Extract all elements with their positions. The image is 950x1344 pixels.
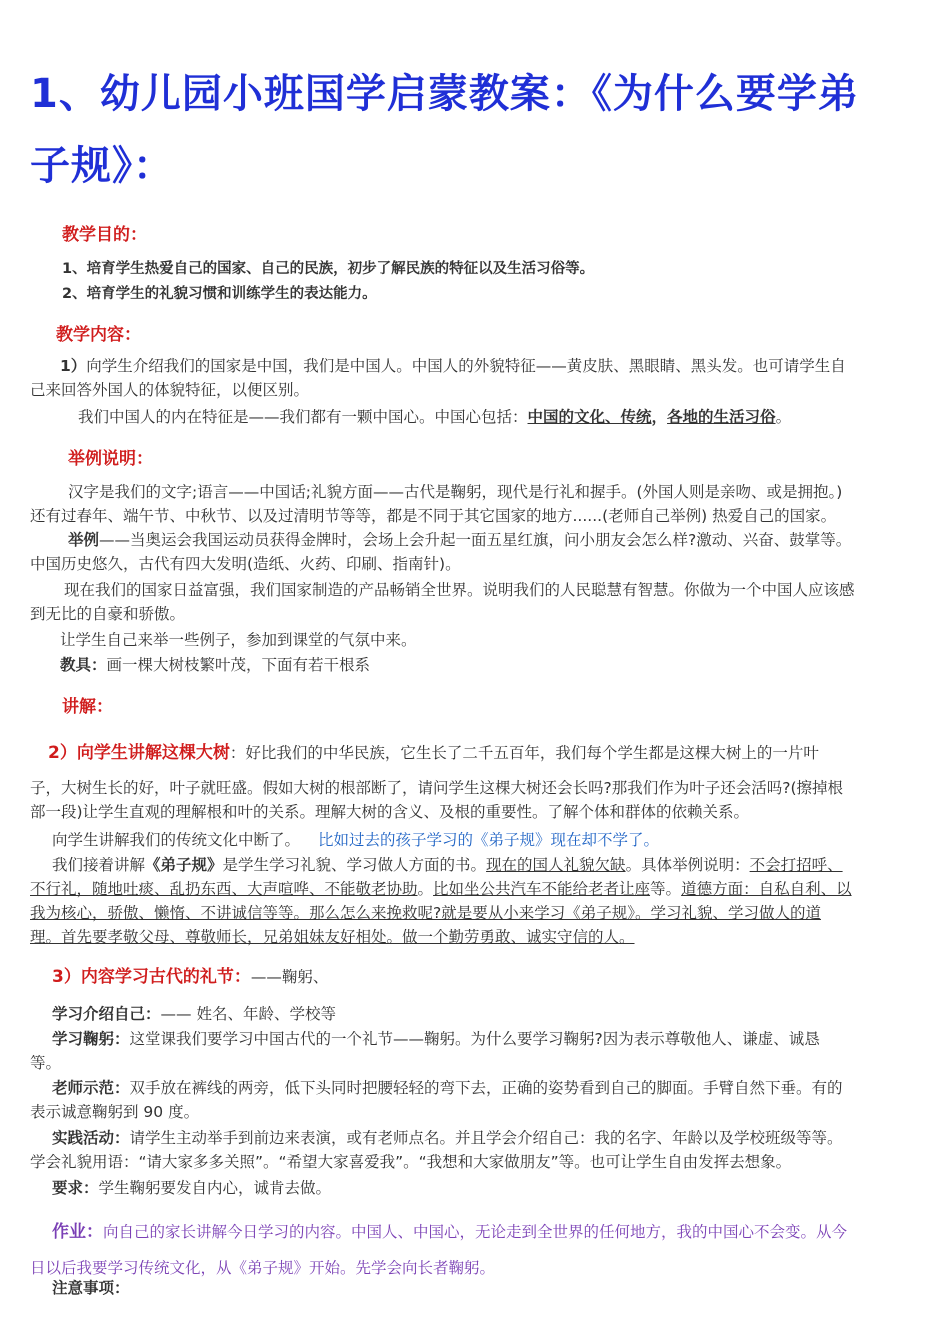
explain-p3-line2e: 道德方面：自私自利、以	[681, 880, 852, 898]
examples-p2-line2: 中国历史悠久，古代有四大发明(造纸、火药、印刷、指南针)。	[30, 555, 461, 573]
etiquette-bow-label: 学习鞠躬：	[52, 1030, 130, 1048]
etiquette-demo-line1: 双手放在裤线的两旁，低下头同时把腰轻轻的弯下去，正确的姿势看到自己的脚面。手臂自然下垂。有的	[129, 1079, 843, 1097]
notes	[30, 1276, 925, 1300]
explain-p2-blue: 比如过去的孩子学习的《弟子规》现在却不学了。	[318, 831, 660, 849]
content-paragraph-2	[30, 405, 925, 429]
examples-paragraph-5	[30, 653, 925, 677]
examples-p2-line1: ——当奥运会我国运动员获得金牌时，会场上会升起一面五星红旗，问小朋友会怎么样?激动、兴奋、鼓掌等。	[99, 531, 852, 549]
explain-p3-mid2: 。具体举例说明：	[625, 856, 750, 874]
explain-tree-label: 2）向学生讲解这棵大树	[48, 743, 230, 763]
explain-p3-line4: 理。首先要孝敬父母、尊敬师长，兄弟姐妹友好相处。做一个勤劳勇敢、诚实守信的人。	[30, 928, 635, 946]
examples-p1-line1: 汉字是我们的文字;语言——中国话;礼貌方面——古代是鞠躬，现代是行礼和握手。(外国人则是亲吻、或是拥抱。)	[68, 483, 843, 501]
explain-p3-line2b: 。	[417, 880, 434, 898]
content-heading: 教学内容：	[56, 325, 141, 345]
etiquette-bow	[30, 1027, 925, 1075]
examples-p3-line2: 到无比的自豪和骄傲。	[30, 605, 186, 623]
goals-heading: 教学目的：	[62, 225, 147, 245]
etiquette-intro-text: —— 姓名、年龄、学校等	[160, 1005, 336, 1023]
content-number: 1）	[60, 357, 87, 375]
explain-p3-pre: 我们接着讲解	[52, 856, 146, 874]
goal-item-2: 2、培育学生的礼貌习惯和训练学生的表达能力。	[62, 286, 377, 302]
homework-line1: 向自己的家长讲解今日学习的内容。中国人、中国心，无论走到全世界的任何地方，我的中国心不会变。从今	[103, 1223, 848, 1241]
etiquette-practice	[30, 1126, 925, 1174]
explain-paragraph-1-cont	[30, 776, 925, 824]
content-p2-text: 我们中国人的内在特征是——我们都有一颗中国心。中国心包括：	[78, 408, 528, 426]
etiquette-demo	[30, 1076, 925, 1124]
page-title-line2: 子规》：	[30, 143, 174, 189]
content-p2-comma: ，	[651, 408, 668, 426]
etiquette-practice-line2: 学会礼貌用语：“请大家多多关照”。“希望大家喜爱我”。“我想和大家做朋友”等。也可让学生自由发挥去想象。	[30, 1153, 792, 1171]
etiquette-demo-line2: 表示诚意鞠躬到 90 度。	[30, 1103, 200, 1121]
etiquette-bow-line2: 等。	[30, 1054, 62, 1072]
content-p1-line1: 向学生介绍我们的国家是中国，我们是中国人。中国人的外貌特征——黄皮肤、黑眼睛、黑头发。也可请学生自	[86, 357, 846, 375]
content-p1-line2: 己来回答外国人的体貌特征，以便区别。	[30, 381, 310, 399]
content-paragraph-1	[30, 354, 925, 402]
explain-p3-mid: 是学生学习礼貌、学习做人方面的书。	[222, 856, 487, 874]
explain-p3-line2c: 比如坐公共汽车不能给老者让座	[433, 880, 651, 898]
explain-p3-line2d: 等。	[650, 880, 682, 898]
examples-p5-label: 教具：	[60, 656, 107, 674]
examples-paragraph-3	[30, 578, 925, 626]
etiquette-require-text: 学生鞠躬要发自内心，诚肯去做。	[98, 1179, 332, 1197]
explain-heading: 讲解：	[62, 697, 113, 717]
examples-p2-label: 举例	[68, 531, 100, 549]
etiquette-heading: 3）内容学习古代的礼节：	[52, 967, 251, 987]
examples-paragraph-2	[30, 528, 925, 576]
homework-label: 作业：	[52, 1222, 103, 1242]
etiquette-intro	[30, 1002, 925, 1026]
etiquette-demo-label: 老师示范：	[52, 1079, 130, 1097]
content-p2-emph2: 各地的生活习俗	[667, 408, 776, 426]
explain-p3-line3: 我为核心，骄傲、懒惰、不讲诚信等等。那么怎么来挽救呢?就是要从小来学习《弟子规》。学习礼貌、学习做人的道	[30, 904, 821, 922]
etiquette-practice-label: 实践活动：	[52, 1129, 130, 1147]
explain-paragraph-2	[30, 828, 925, 852]
etiquette-heading-tail: ——鞠躬、	[250, 968, 329, 986]
explain-p3-bold: 《弟子规》	[145, 856, 223, 874]
homework-line2: 日以后我要学习传统文化，从《弟子规》开始。先学会向长者鞠躬。	[30, 1259, 496, 1277]
explain-p1-line3: 部一段)让学生直观的理解根和叶的关系。理解大树的含义、及根的重要性。了解个体和群体的依赖关系。	[30, 803, 750, 821]
content-p2-end: 。	[775, 408, 792, 426]
explain-p1-line1: ：好比我们的中华民族，它生长了二千五百年，我们每个学生都是这棵大树上的一片叶	[229, 744, 819, 762]
goal-item-1: 1、培育学生热爱自己的国家、自己的民族，初步了解民族的特征以及生活习俗等。	[62, 261, 595, 277]
examples-p1-line2: 还有过春年、端午节、中秋节、以及过清明节等等，都是不同于其它国家的地方......(老师自己举例) 热爱自己的国家。	[30, 507, 837, 525]
examples-p3-line1: 现在我们的国家日益富强，我们国家制造的产品畅销全世界。说明我们的人民聪慧有智慧。你做为一个中国人应该感	[64, 581, 855, 599]
explain-p3-line2a: 不行礼，随地吐痰、乱扔东西、大声喧哗、不能敬老协助	[30, 880, 418, 898]
etiquette-practice-line1: 请学生主动举手到前边来表演，或有老师点名。并且学会介绍自己：我的名字、年龄以及学校班级等等。	[129, 1129, 843, 1147]
explain-p3-u1: 现在的国人礼貌欠缺	[486, 856, 626, 874]
page-title-line1: 1、幼儿园小班国学启蒙教案：《为什么要学弟	[30, 71, 859, 117]
explain-p2-text: 向学生讲解我们的传统文化中断了。	[52, 831, 301, 849]
etiquette-intro-label: 学习介绍自己：	[52, 1005, 161, 1023]
etiquette-bow-line1: 这堂课我们要学习中国古代的一个礼节——鞠躬。为什么要学习鞠躬?因为表示尊敬他人、谦虚、诚恳	[129, 1030, 820, 1048]
explain-p1-line2: 子，大树生长的好，叶子就旺盛。假如大树的根部断了，请问学生这棵大树还会长吗?那我们作为叶子还会活吗?(擦掉根	[30, 779, 844, 797]
examples-p5-text: 画一棵大树枝繁叶茂，下面有若干根系	[106, 656, 371, 674]
explain-paragraph-3	[30, 853, 925, 949]
content-p2-emph1: 中国的文化、传统	[527, 408, 652, 426]
explain-p3-u2: 不会打招呼、	[749, 856, 843, 874]
etiquette-require-label: 要求：	[52, 1179, 99, 1197]
etiquette-heading-line	[30, 964, 925, 990]
etiquette-require	[30, 1176, 925, 1200]
examples-heading: 举例说明：	[68, 449, 153, 469]
examples-paragraph-4	[30, 628, 925, 652]
notes-label: 注意事项：	[52, 1279, 130, 1297]
explain-paragraph-1	[30, 740, 925, 766]
examples-paragraph-1	[30, 480, 925, 528]
examples-p4: 让学生自己来举一些例子，参加到课堂的气氛中来。	[60, 631, 417, 649]
